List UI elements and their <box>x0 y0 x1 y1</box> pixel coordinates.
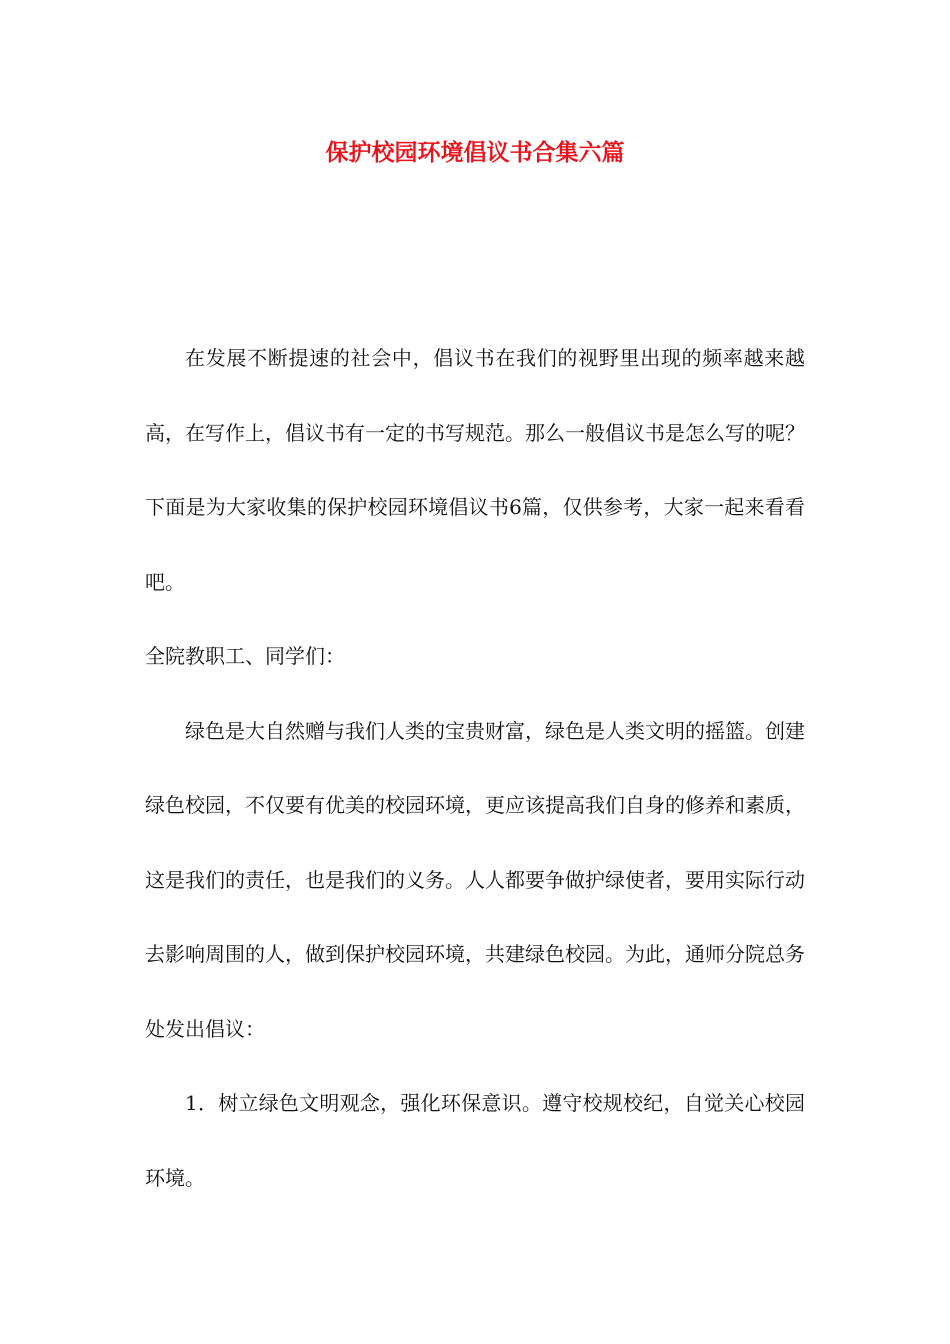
document-body <box>145 321 805 1215</box>
list-item-1: 1．树立绿色文明观念，强化环保意识。遵守校规校纪，自觉关心校园环境。 <box>145 1091 805 1190</box>
document-title: 保护校园环境倡议书合集六篇 <box>325 139 625 166</box>
salutation: 全院教职工、同学们： <box>145 644 345 668</box>
body-paragraph: 绿色是大自然赠与我们人类的宝贵财富，绿色是人类文明的摇篮。创建绿色校园，不仅要有优美的校园环境，更应该提高我们自身的修养和素质，这是我们的责任，也是我们的义务。人人都要争做护绿使者，要用实际行动去影响周围的人，做到保护校园环境，共建绿色校园。为此，通师分院总务处发出倡议： <box>145 718 805 1041</box>
intro-paragraph: 在发展不断提速的社会中，倡议书在我们的视野里出现的频率越来越高，在写作上，倡议书有一定的书写规范。那么一般倡议书是怎么写的呢？下面是为大家收集的保护校园环境倡议书6篇，仅供参考，大家一起来看看吧。 <box>145 346 805 594</box>
